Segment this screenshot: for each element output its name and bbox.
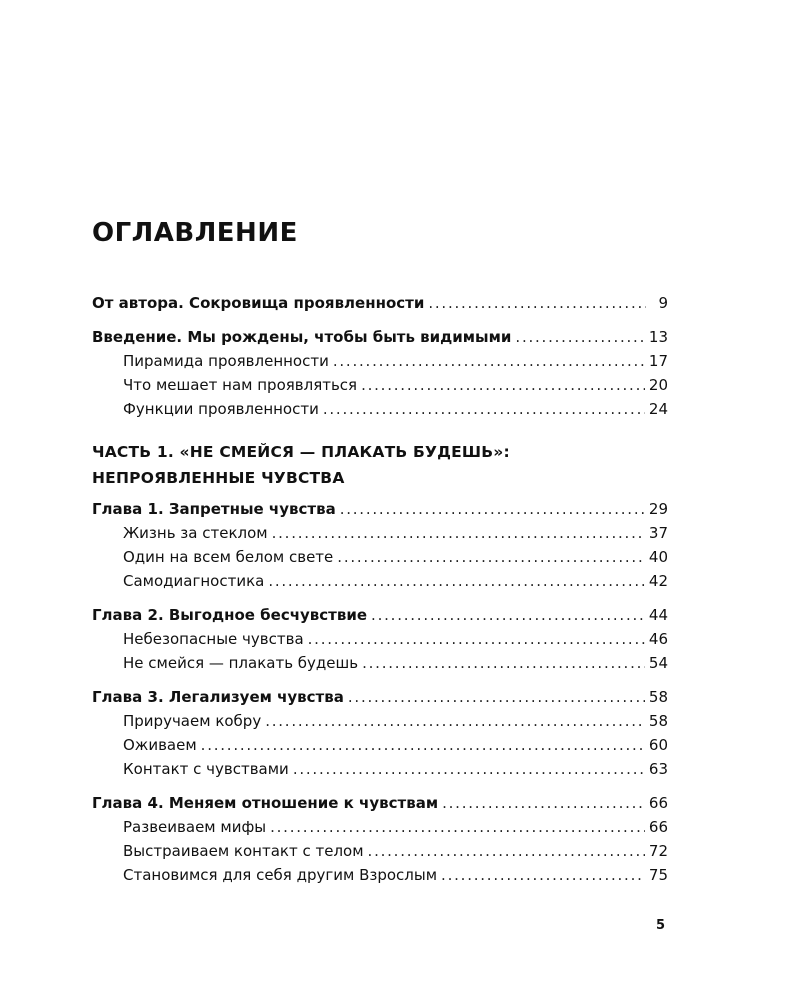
- toc-entry: [92, 325, 668, 349]
- toc-entry-page: 66: [648, 818, 668, 836]
- dot-leader: [368, 839, 645, 863]
- dot-leader: [201, 733, 645, 757]
- page-number: 5: [656, 918, 666, 933]
- spacer: [92, 781, 668, 791]
- toc-entry-title: Функции проявленности: [123, 400, 319, 418]
- part-title-line-2: НЕПРОЯВЛЕННЫЕ ЧУВСТВА: [92, 469, 345, 487]
- toc-subentry: [92, 521, 668, 545]
- toc-entry-page: 58: [648, 712, 668, 730]
- dot-leader: [371, 603, 645, 627]
- toc-chapters: [92, 497, 668, 887]
- toc-entry-title: Не смейся — плакать будешь: [123, 654, 359, 672]
- toc-entry-title: Глава 2. Выгодное бесчувствие: [92, 606, 368, 624]
- toc-entry: [92, 497, 668, 521]
- toc-subentry: [92, 349, 668, 373]
- toc-entry-page: 60: [648, 736, 668, 754]
- toc-subentry: [92, 863, 668, 887]
- toc-entry-page: 17: [648, 352, 668, 370]
- dot-leader: [340, 497, 645, 521]
- toc-entry-page: 20: [648, 376, 668, 394]
- spacer: [92, 421, 668, 439]
- toc-subentry: [92, 651, 668, 675]
- toc-entry-title: Небезопасные чувства: [123, 630, 304, 648]
- toc-entry-page: 42: [648, 572, 668, 590]
- dot-leader: [361, 373, 645, 397]
- dot-leader: [442, 791, 645, 815]
- page-title: ОГЛАВЛЕНИЕ: [92, 218, 298, 248]
- toc-entry-title: Жизнь за стеклом: [123, 524, 268, 542]
- toc-entry-page: 9: [658, 294, 668, 312]
- toc-entry-title: Один на всем белом свете: [123, 548, 334, 566]
- toc-entry: [92, 685, 668, 709]
- toc-section-intro: [92, 325, 668, 421]
- toc-entry-page: 24: [648, 400, 668, 418]
- toc-subentry: [92, 815, 668, 839]
- spacer: [92, 315, 668, 325]
- toc-entry-page: 54: [648, 654, 668, 672]
- toc-entry-page: 46: [648, 630, 668, 648]
- dot-leader: [268, 569, 645, 593]
- toc-section-author: [92, 291, 668, 315]
- toc-entry-title: Оживаем: [123, 736, 197, 754]
- toc-entry-title: Введение. Мы рождены, чтобы быть видимыми: [92, 328, 512, 346]
- dot-leader: [333, 349, 645, 373]
- dot-leader: [515, 325, 645, 349]
- toc-subentry: [92, 733, 668, 757]
- toc-entry-page: 58: [648, 688, 668, 706]
- toc-entry-title: Глава 1. Запретные чувства: [92, 500, 336, 518]
- toc-entry-page: 75: [648, 866, 668, 884]
- part-title-line-1: ЧАСТЬ 1. «НЕ СМЕЙСЯ — ПЛАКАТЬ БУДЕШЬ»:: [92, 443, 510, 461]
- toc-subentry: [92, 627, 668, 651]
- dot-leader: [270, 815, 645, 839]
- toc-entry: [92, 291, 668, 315]
- toc-entry-page: 44: [648, 606, 668, 624]
- toc-entry-page: 29: [648, 500, 668, 518]
- toc-entry-page: 66: [648, 794, 668, 812]
- dot-leader: [293, 757, 645, 781]
- toc-subentry: [92, 839, 668, 863]
- toc-entry-page: 13: [648, 328, 668, 346]
- toc-subentry: [92, 709, 668, 733]
- table-of-contents: [92, 291, 668, 887]
- toc-entry-page: 63: [648, 760, 668, 778]
- toc-entry-title: Выстраиваем контакт с телом: [123, 842, 364, 860]
- toc-entry-title: Глава 4. Меняем отношение к чувствам: [92, 794, 439, 812]
- toc-entry-title: От автора. Сокровища проявленности: [92, 294, 425, 312]
- toc-subentry: [92, 757, 668, 781]
- dot-leader: [308, 627, 645, 651]
- toc-entry-title: Глава 3. Легализуем чувства: [92, 688, 344, 706]
- dot-leader: [337, 545, 645, 569]
- dot-leader: [428, 291, 646, 315]
- toc-subentry: [92, 373, 668, 397]
- toc-subentry: [92, 569, 668, 593]
- spacer: [92, 593, 668, 603]
- toc-subentry: [92, 545, 668, 569]
- toc-entry-title: Развеиваем мифы: [123, 818, 267, 836]
- toc-entry-page: 72: [648, 842, 668, 860]
- toc-entry-title: Что мешает нам проявляться: [123, 376, 358, 394]
- dot-leader: [265, 709, 645, 733]
- dot-leader: [348, 685, 645, 709]
- toc-entry-title: Становимся для себя другим Взрослым: [123, 866, 438, 884]
- toc-entry-title: Пирамида проявленности: [123, 352, 329, 370]
- toc-entry-page: 37: [648, 524, 668, 542]
- spacer: [92, 675, 668, 685]
- dot-leader: [362, 651, 645, 675]
- dot-leader: [441, 863, 645, 887]
- part-title: [92, 439, 668, 491]
- toc-entry: [92, 603, 668, 627]
- toc-entry-page: 40: [648, 548, 668, 566]
- toc-entry-title: Контакт с чувствами: [123, 760, 289, 778]
- dot-leader: [323, 397, 645, 421]
- dot-leader: [272, 521, 645, 545]
- toc-subentry: [92, 397, 668, 421]
- toc-entry: [92, 791, 668, 815]
- toc-entry-title: Приручаем кобру: [123, 712, 262, 730]
- toc-entry-title: Самодиагностика: [123, 572, 265, 590]
